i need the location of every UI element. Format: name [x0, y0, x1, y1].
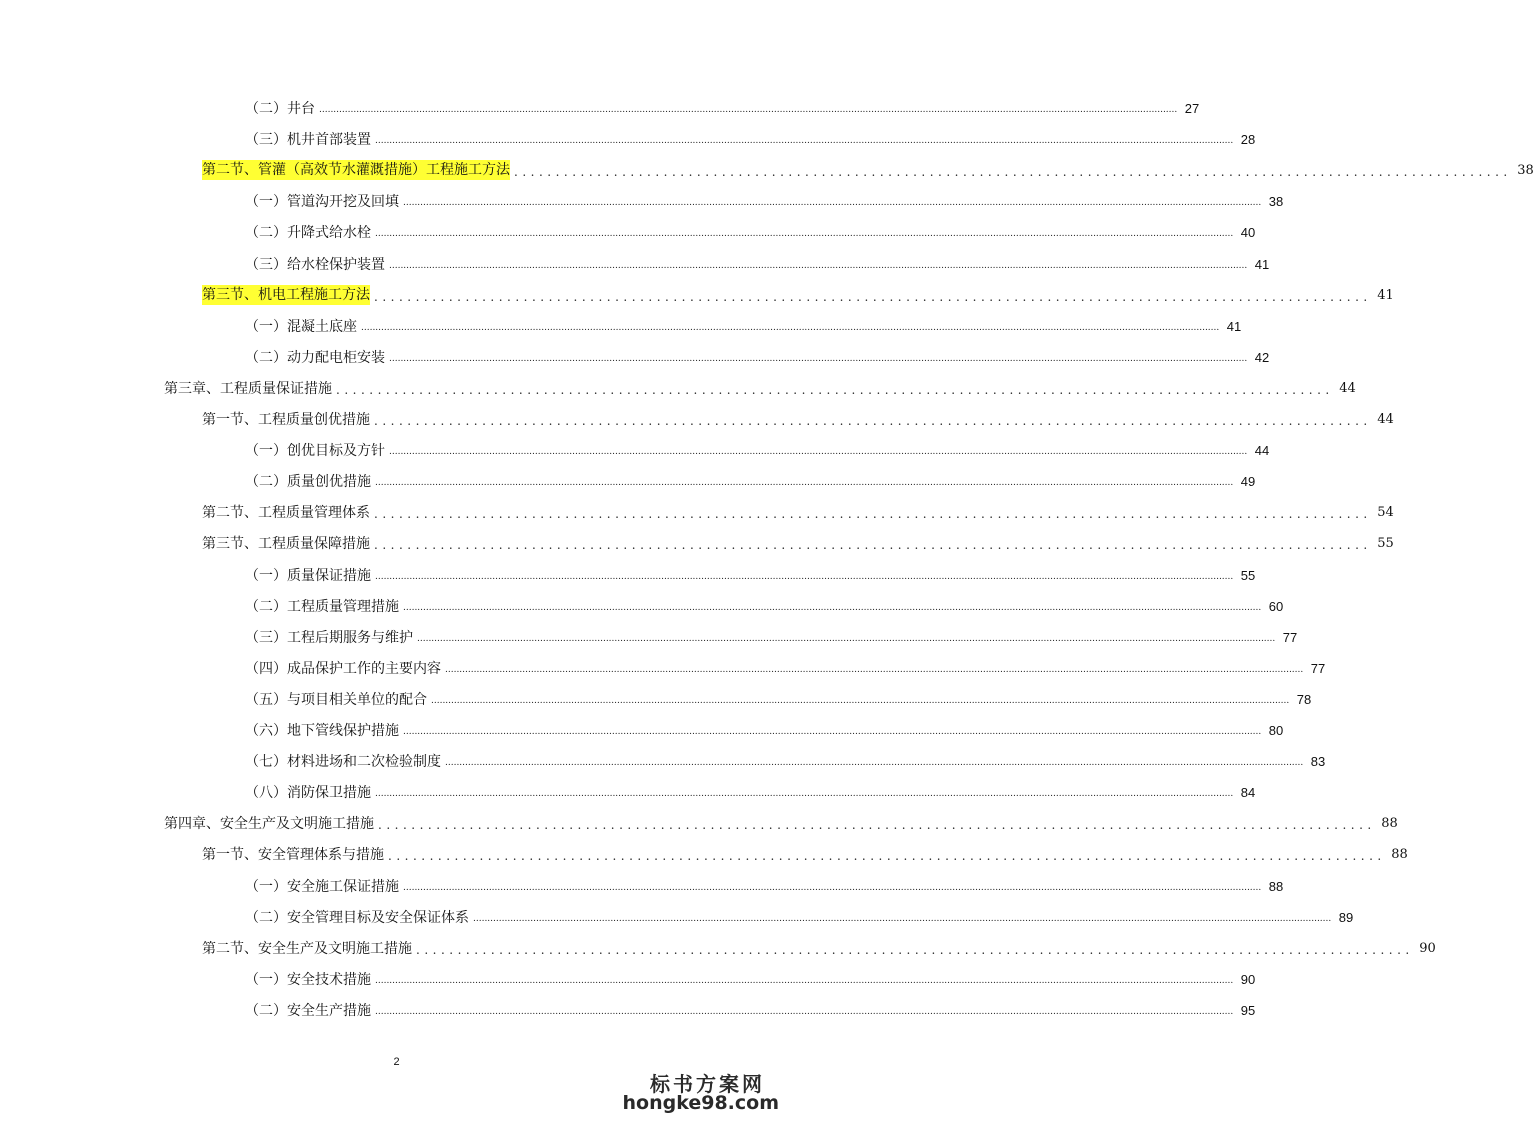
watermark-url: hongke98.com	[622, 1092, 779, 1114]
toc-leader-dots: ............................................................................................................................................................................................................................................................................................................	[473, 914, 1332, 924]
toc-entry[interactable]	[245, 685, 1312, 709]
toc-leader-dots: ........................................................................................................................	[388, 849, 1386, 863]
toc-leader-dots: ............................................................................................................................................................................................................................................................................................................	[417, 634, 1276, 644]
toc-entry[interactable]	[245, 312, 1242, 336]
toc-entry-page: 41	[1254, 257, 1270, 272]
toc-entry[interactable]	[245, 716, 1284, 740]
toc-leader-dots: ........................................................................................................................	[374, 290, 1372, 304]
toc-leader-dots: ............................................................................................................................................................................................................................................................................................................	[389, 447, 1248, 457]
toc-leader-dots: ............................................................................................................................................................................................................................................................................................................	[375, 478, 1234, 488]
watermark-title: 标书方案网	[650, 1072, 765, 1096]
toc-entry-page: 78	[1296, 692, 1312, 707]
toc-entry-title: 第四章、安全生产及文明施工措施	[164, 816, 374, 832]
toc-entry-page: 88	[1268, 879, 1284, 894]
toc-leader-dots: ............................................................................................................................................................................................................................................................................................................	[319, 105, 1178, 115]
toc-entry[interactable]	[245, 654, 1326, 678]
toc-entry-title: （一）质量保证措施	[245, 568, 371, 584]
toc-entry-page: 41	[1377, 288, 1394, 303]
toc-entry-page: 88	[1381, 816, 1398, 831]
toc-entry-page: 95	[1240, 1003, 1256, 1018]
toc-entry-title: 第一节、安全管理体系与措施	[202, 847, 384, 863]
toc-entry-title: 第二节、工程质量管理体系	[202, 505, 370, 521]
toc-entry-page: 40	[1240, 225, 1256, 240]
toc-entry-title: 第三节、机电工程施工方法	[202, 287, 370, 303]
toc-entry-page: 44	[1254, 443, 1270, 458]
toc-leader-dots: ............................................................................................................................................................................................................................................................................................................	[445, 758, 1304, 768]
toc-entry[interactable]	[202, 529, 1394, 553]
toc-leader-dots: ............................................................................................................................................................................................................................................................................................................	[375, 976, 1234, 986]
toc-entry-title: 第二节、安全生产及文明施工措施	[202, 941, 412, 957]
toc-leader-dots: ............................................................................................................................................................................................................................................................................................................	[389, 354, 1248, 364]
toc-entry-title: （二）安全生产措施	[245, 1003, 371, 1019]
toc-entry-page: 80	[1268, 723, 1284, 738]
toc-leader-dots: ............................................................................................................................................................................................................................................................................................................	[375, 572, 1234, 582]
toc-entry[interactable]	[245, 250, 1270, 274]
toc-entry[interactable]	[202, 934, 1436, 958]
toc-leader-dots: ............................................................................................................................................................................................................................................................................................................	[375, 789, 1234, 799]
toc-leader-dots: ........................................................................................................................	[336, 383, 1334, 397]
toc-entry[interactable]	[245, 996, 1256, 1020]
toc-entry-page: 41	[1226, 319, 1242, 334]
toc-entry-page: 84	[1240, 785, 1256, 800]
toc-entry-title: （一）管道沟开挖及回填	[245, 194, 399, 210]
toc-entry[interactable]	[202, 498, 1394, 522]
toc-leader-dots: ........................................................................................................................	[416, 943, 1414, 957]
toc-entry-title: （一）安全施工保证措施	[245, 879, 399, 895]
toc-leader-dots: ........................................................................................................................	[514, 165, 1512, 179]
toc-entry[interactable]	[245, 343, 1270, 367]
toc-entry-page: 42	[1254, 350, 1270, 365]
toc-entry-page: 55	[1240, 568, 1256, 583]
toc-entry[interactable]	[245, 436, 1270, 460]
toc-leader-dots: ............................................................................................................................................................................................................................................................................................................	[361, 323, 1220, 333]
toc-entry[interactable]	[245, 592, 1284, 616]
toc-entry-title: （二）安全管理目标及安全保证体系	[245, 910, 469, 926]
toc-entry-page: 83	[1310, 754, 1326, 769]
toc-entry-page: 38	[1517, 163, 1534, 178]
toc-entry[interactable]	[245, 125, 1256, 149]
toc-entry-title: （七）材料进场和二次检验制度	[245, 754, 441, 770]
toc-leader-dots: ........................................................................................................................	[374, 538, 1372, 552]
toc-leader-dots: ............................................................................................................................................................................................................................................................................................................	[403, 727, 1262, 737]
toc-entry-page: 38	[1268, 194, 1284, 209]
toc-entry[interactable]	[245, 218, 1256, 242]
toc-entry-title: 第三章、工程质量保证措施	[164, 381, 332, 397]
toc-entry-title: （四）成品保护工作的主要内容	[245, 661, 441, 677]
toc-entry-page: 49	[1240, 474, 1256, 489]
toc-entry-title: （一）安全技术措施	[245, 972, 371, 988]
toc-entry-page: 77	[1282, 630, 1298, 645]
toc-entry[interactable]	[202, 156, 1534, 180]
toc-entry[interactable]	[245, 187, 1284, 211]
toc-leader-dots: ........................................................................................................................	[374, 507, 1372, 521]
toc-entry-title: （三）机井首部装置	[245, 132, 371, 148]
toc-entry-title: （五）与项目相关单位的配合	[245, 692, 427, 708]
toc-entry-page: 28	[1240, 132, 1256, 147]
toc-entry-page: 60	[1268, 599, 1284, 614]
toc-leader-dots: ............................................................................................................................................................................................................................................................................................................	[403, 198, 1262, 208]
page-number: 2	[393, 1056, 400, 1068]
toc-entry-title: 第二节、管灌（高效节水灌溉措施）工程施工方法	[202, 162, 510, 178]
toc-leader-dots: ............................................................................................................................................................................................................................................................................................................	[375, 229, 1234, 239]
toc-leader-dots: ............................................................................................................................................................................................................................................................................................................	[403, 883, 1262, 893]
toc-entry-title: （八）消防保卫措施	[245, 785, 371, 801]
toc-entry[interactable]	[245, 778, 1256, 802]
toc-entry-title: （二）质量创优措施	[245, 474, 371, 490]
toc-leader-dots: ........................................................................................................................	[378, 818, 1376, 832]
toc-entry-title: （六）地下管线保护措施	[245, 723, 399, 739]
toc-entry[interactable]	[245, 94, 1200, 118]
toc-entry-title: （二）升降式给水栓	[245, 225, 371, 241]
toc-entry-title: （二）工程质量管理措施	[245, 599, 399, 615]
toc-entry-page: 44	[1339, 381, 1356, 396]
toc-entry[interactable]	[245, 623, 1298, 647]
toc-entry-title: 第三节、工程质量保障措施	[202, 536, 370, 552]
toc-entry[interactable]	[245, 965, 1256, 989]
toc-leader-dots: ............................................................................................................................................................................................................................................................................................................	[431, 696, 1290, 706]
toc-entry[interactable]	[245, 467, 1256, 491]
toc-leader-dots: ........................................................................................................................	[374, 414, 1372, 428]
toc-entry[interactable]	[245, 747, 1326, 771]
toc-entry-title: （二）井台	[245, 101, 315, 117]
toc-entry-page: 55	[1377, 536, 1394, 551]
toc-leader-dots: ............................................................................................................................................................................................................................................................................................................	[445, 665, 1304, 675]
toc-entry-page: 54	[1377, 505, 1394, 520]
toc-entry[interactable]	[245, 872, 1284, 896]
toc-entry-page: 44	[1377, 412, 1394, 427]
toc-leader-dots: ............................................................................................................................................................................................................................................................................................................	[389, 261, 1248, 271]
toc-entry[interactable]	[202, 281, 1394, 305]
toc-entry-title: （三）工程后期服务与维护	[245, 630, 413, 646]
toc-entry[interactable]	[164, 809, 1398, 833]
toc-entry-page: 90	[1419, 941, 1436, 956]
toc-entry[interactable]	[202, 840, 1408, 864]
toc-entry-title: （一）混凝土底座	[245, 319, 357, 335]
toc-entry-page: 90	[1240, 972, 1256, 987]
toc-entry-page: 77	[1310, 661, 1326, 676]
toc-entry-title: （二）动力配电柜安装	[245, 350, 385, 366]
toc-entry[interactable]	[164, 374, 1356, 398]
toc-leader-dots: ............................................................................................................................................................................................................................................................................................................	[403, 603, 1262, 613]
toc-leader-dots: ............................................................................................................................................................................................................................................................................................................	[375, 1007, 1234, 1017]
toc-entry-title: （三）给水栓保护装置	[245, 257, 385, 273]
toc-entry-page: 88	[1391, 847, 1408, 862]
toc-entry[interactable]	[202, 405, 1394, 429]
toc-entry[interactable]	[245, 903, 1354, 927]
toc-entry-page: 89	[1338, 910, 1354, 925]
toc-leader-dots: ............................................................................................................................................................................................................................................................................................................	[375, 136, 1234, 146]
toc-entry-title: 第一节、工程质量创优措施	[202, 412, 370, 428]
toc-entry-title: （一）创优目标及方针	[245, 443, 385, 459]
toc-entry[interactable]	[245, 561, 1256, 585]
toc-entry-page: 27	[1184, 101, 1200, 116]
